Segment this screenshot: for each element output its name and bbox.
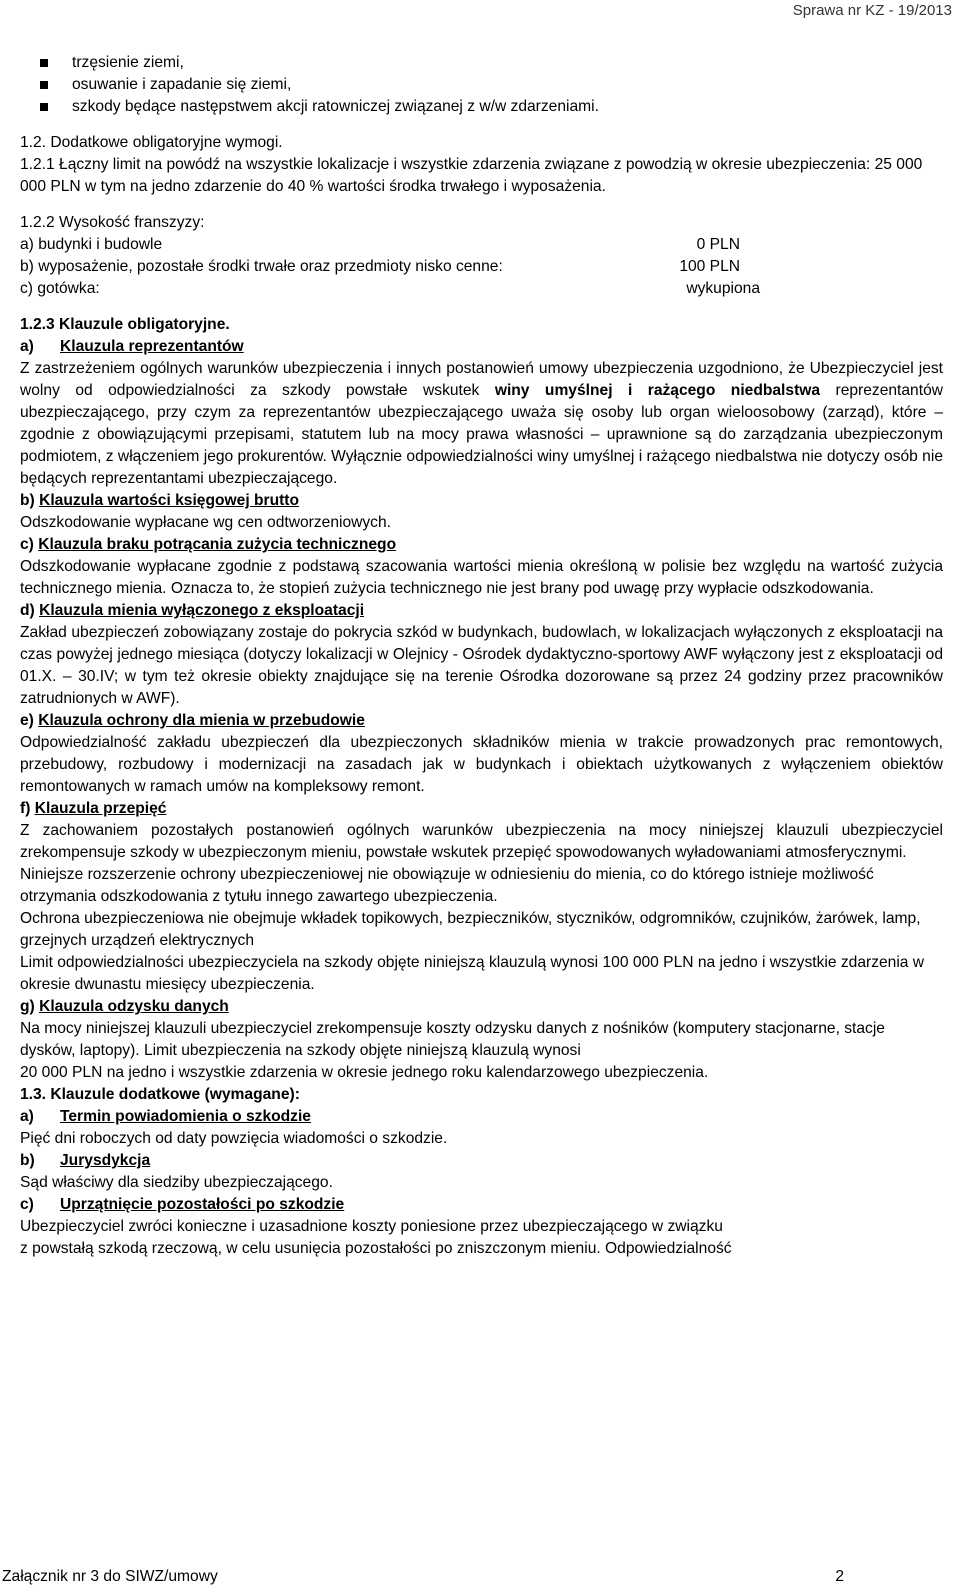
clause-b-heading: b) Klauzula wartości księgowej brutto — [20, 492, 300, 509]
clause-g-heading: g) Klauzula odzysku danych — [20, 998, 229, 1015]
bullet-list — [20, 52, 943, 118]
clause-f-text: Niniejsze rozszerzenie ochrony ubezpieczeniowej nie obowiązuje w odniesieniu do mienia, co do którego istnieje możliwość otrzymania odszkodowania z tytułu innego zawartego ubezpieczenia. — [20, 866, 874, 905]
clause-f-text: Z zachowaniem pozostałych postanowień ogólnych warunków ubezpieczenia na mocy niniejszej klauzuli ubezpieczyciel zrekompensuje szkody w ubezpieczonym mieniu, powstałe wskutek przepięć spowodowanych wyładowaniami atmosferycznymi. — [20, 822, 943, 861]
clause-d-heading: d) Klauzula mienia wyłączonego z eksploatacji — [20, 602, 365, 619]
footer-attachment-label: Załącznik nr 3 do SIWZ/umowy — [2, 1568, 218, 1585]
franchise-row: a) budynki i budowle 0 PLN — [20, 236, 740, 253]
document-content — [20, 52, 943, 1260]
clause-a-text: Z zastrzeżeniem ogólnych warunków ubezpieczenia i innych postanowień umowy ubezpieczenia uzgodniono, że Ubezpieczyciel jest wolny od odpowiedzialności za szkody powstałe wskutek winy umyślnej i rażącego niedbalstwa reprezentantów ubezpieczającego, przy czym za reprezentantów ubezpieczającego uważa się osoby lub organ wieloosobowy (zarząd), które – zgodnie z obowiązującymi przepisami, statutem lub na mocy prawa własności – uprawnione są do zarządzania ubezpieczonym podmiotem, z włączeniem jego prokurentów. Wyłącznie odpowiedzialności winy umyślnej i rażącego niedbalstwa nie dotyczy osób nie będących reprezentantami ubezpieczającego. — [20, 360, 944, 487]
clause-d-text: Zakład ubezpieczeń zobowiązany zostaje do pokrycia szkód w budynkach, budowlach, w lokalizacjach wyłączonych z eksploatacji na czas powyżej jednego miesiąca (dotyczy lokalizacji w Olejnicy - Ośrodek dydaktyczno-sportowy AWF wyłączony jest z eksploatacji od 01.X. – 30.IV; w tym też okresie obiekty znajdujące się na terenie Ośrodka dozorowane są przez 24 godziny przez pracowników zatrudnionych w AWF). — [20, 624, 943, 707]
clause-f-text: Limit odpowiedzialności ubezpieczyciela na szkody objęte niniejszą klauzulą wynosi 100 000 PLN na jedno i wszystkie zdarzenia w okresie dwunastu miesięcy ubezpieczenia. — [20, 954, 925, 993]
page-footer — [2, 1568, 844, 1586]
additional-clause-c-text: z powstałą szkodą rzeczową, w celu usunięcia pozostałości po zniszczonym mieniu. Odpowiedzialność — [20, 1240, 732, 1257]
additional-clause-a-heading: a) Termin powiadomienia o szkodzie — [20, 1108, 311, 1125]
clause-c-heading: c) Klauzula braku potrącania zużycia technicznego — [20, 536, 397, 553]
clause-e-text: Odpowiedzialność zakładu ubezpieczeń dla ubezpieczonych składników mienia w trakcie prowadzonych prac remontowych, przebudowy, rozbudowy i modernizacji na zasadach jak w budynkach i obiektach użytkowanych z wyłączeniem obiektów remontowanych w ramach umów na kompleksowy remont. — [20, 734, 943, 795]
section-1-2-2: 1.2.2 Wysokość franszyzy: — [20, 214, 205, 231]
section-heading-1-3: 1.3. Klauzule dodatkowe (wymagane): — [20, 1086, 300, 1103]
list-item: osuwanie i zapadanie się ziemi, — [20, 74, 943, 96]
clause-g-text: Na mocy niniejszej klauzuli ubezpieczyciel zrekompensuje koszty odzysku danych z nośników (komputery stacjonarne, stacje dysków, laptopy). Limit ubezpieczenia na szkody objęte niniejszą klauzulą wynosi — [20, 1020, 885, 1059]
clause-a-heading: a) Klauzula reprezentantów — [20, 338, 244, 355]
additional-clause-c-text: Ubezpieczyciel zwróci konieczne i uzasadnione koszty poniesione przez ubezpieczającego w związku — [20, 1218, 723, 1235]
page-number: 2 — [835, 1568, 844, 1585]
clause-c-text: Odszkodowanie wypłacane zgodnie z podstawą szacowania wartości mienia określoną w polisie bez względu na wartość zużycia technicznego mienia. Oznacza to, że stopień zużycia technicznego nie jest brany pod uwagę przy wypłacie odszkodowania. — [20, 558, 943, 597]
clause-f-text: Ochrona ubezpieczeniowa nie obejmuje wkładek topikowych, bezpieczników, styczników, odgromników, czujników, żarówek, lamp, grzejnych urządzeń elektrycznych — [20, 910, 921, 949]
additional-clause-b-text: Sąd właściwy dla siedziby ubezpieczającego. — [20, 1174, 333, 1191]
additional-clause-c-heading: c) Uprzątnięcie pozostałości po szkodzie — [20, 1196, 345, 1213]
franchise-row: c) gotówka: wykupiona — [20, 280, 760, 297]
clause-b-text: Odszkodowanie wypłacane wg cen odtworzeniowych. — [20, 514, 391, 531]
additional-clause-b-heading: b) Jurysdykcja — [20, 1152, 151, 1169]
clause-f-heading: f) Klauzula przepięć — [20, 800, 167, 817]
case-number-header: Sprawa nr KZ - 19/2013 — [792, 2, 952, 19]
section-heading-1-2-3: 1.2.3 Klauzule obligatoryjne. — [20, 316, 230, 333]
franchise-row: b) wyposażenie, pozostałe środki trwałe oraz przedmioty nisko cenne: 100 PLN — [20, 258, 740, 275]
section-1-2-1: 1.2.1 Łączny limit na powódź na wszystkie lokalizacje i wszystkie zdarzenia związane z powodzią w okresie ubezpieczenia: 25 000 000 PLN w tym na jedno zdarzenie do 40 % wartości środka trwałego i wyposażenia. — [20, 156, 923, 195]
square-bullet-icon — [40, 103, 48, 111]
list-item: trzęsienie ziemi, — [20, 52, 943, 74]
additional-clause-a-text: Pięć dni roboczych od daty powzięcia wiadomości o szkodzie. — [20, 1130, 448, 1147]
clause-g-text: 20 000 PLN na jedno i wszystkie zdarzenia w okresie jednego roku kalendarzowego ubezpieczenia. — [20, 1064, 709, 1081]
section-heading-1-2: 1.2. Dodatkowe obligatoryjne wymogi. — [20, 134, 283, 151]
clause-e-heading: e) Klauzula ochrony dla mienia w przebudowie — [20, 712, 365, 729]
square-bullet-icon — [40, 81, 48, 89]
list-item: szkody będące następstwem akcji ratowniczej związanej z w/w zdarzeniami. — [20, 96, 943, 118]
square-bullet-icon — [40, 59, 48, 67]
